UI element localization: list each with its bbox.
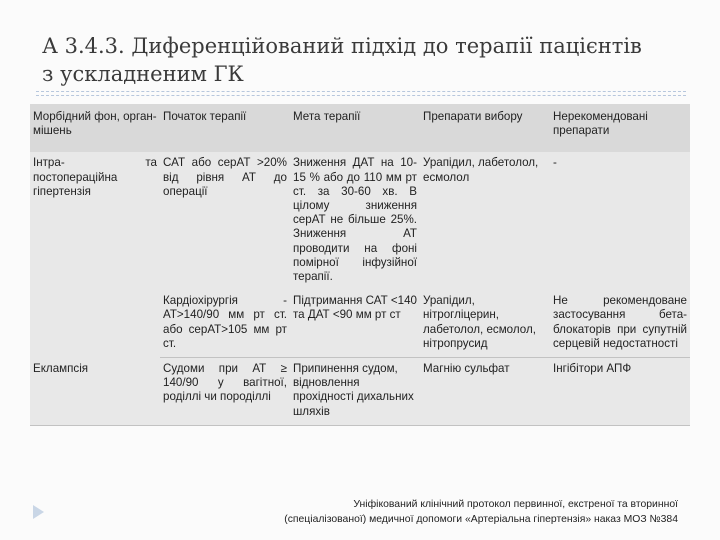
goal-cell: Підтримання САТ <140 та ДАТ <90 мм рт ст [290,290,420,357]
preferred-cell: Магнію сульфат [420,358,550,426]
goal-cell: Зниження ДАТ на 10-15 % або до 110 мм рт ст. за 30-60 хв. В цілому зниження серАТ не більше 25%. Зниження АТ проводити на фоні помірної інфузійної терапії. [290,152,420,290]
title-divider [36,95,686,96]
not-recommended-cell: - [550,152,690,290]
header-cell: Морбідний фон, орган-мішень [30,104,160,152]
slide-title [42,32,702,88]
footnote-line: Уніфікований клінічний протокол первинної, екстреної та вторинної [353,499,678,510]
condition-cell: Еклампсія [30,358,160,426]
preferred-cell: Урапідил, нітрогліцерин, лабетолол, есмолол, нітропрусид [420,290,550,357]
header-cell: Початок терапії [160,104,290,152]
title-divider [36,91,686,92]
table-header-row [30,104,690,152]
header-cell: Нерекомендовані препарати [550,104,690,152]
start-cell: Судоми при АТ ≥ 140/90 у вагітної, роділлі чи породіллі [160,358,290,426]
slide-title-line2: з ускладненим ГК [42,62,244,86]
play-arrow-icon[interactable] [33,505,44,519]
not-recommended-cell: Не рекомендоване застосування бета-блокаторів при супутній серцевій недостатності [550,290,690,357]
header-cell: Мета терапії [290,104,420,152]
table-row [30,152,690,290]
slide-title-line1: А 3.4.3. Диференційований підхід до терапії пацієнтів [42,34,642,58]
header-cell: Препарати вибору [420,104,550,152]
condition-cell: Інтра- та постопераційна гіпертензія [30,152,160,357]
not-recommended-cell: Інгібітори АПФ [550,358,690,426]
preferred-cell: Урапідил, лабетолол, есмолол [420,152,550,290]
goal-cell: Припинення судом, відновлення прохідності дихальних шляхів [290,358,420,426]
start-cell: САТ або серАТ >20% від рівня АТ до операції [160,152,290,290]
start-cell: Кардіохірургія - АТ>140/90 мм рт ст. або серАТ>105 мм рт ст. [160,290,290,357]
table-row [30,358,690,426]
source-footnote [284,497,678,527]
footnote-line: (спеціалізованої) медичної допомоги «Артеріальна гіпертензія» наказ МОЗ №384 [284,514,678,525]
therapy-table [30,104,690,426]
